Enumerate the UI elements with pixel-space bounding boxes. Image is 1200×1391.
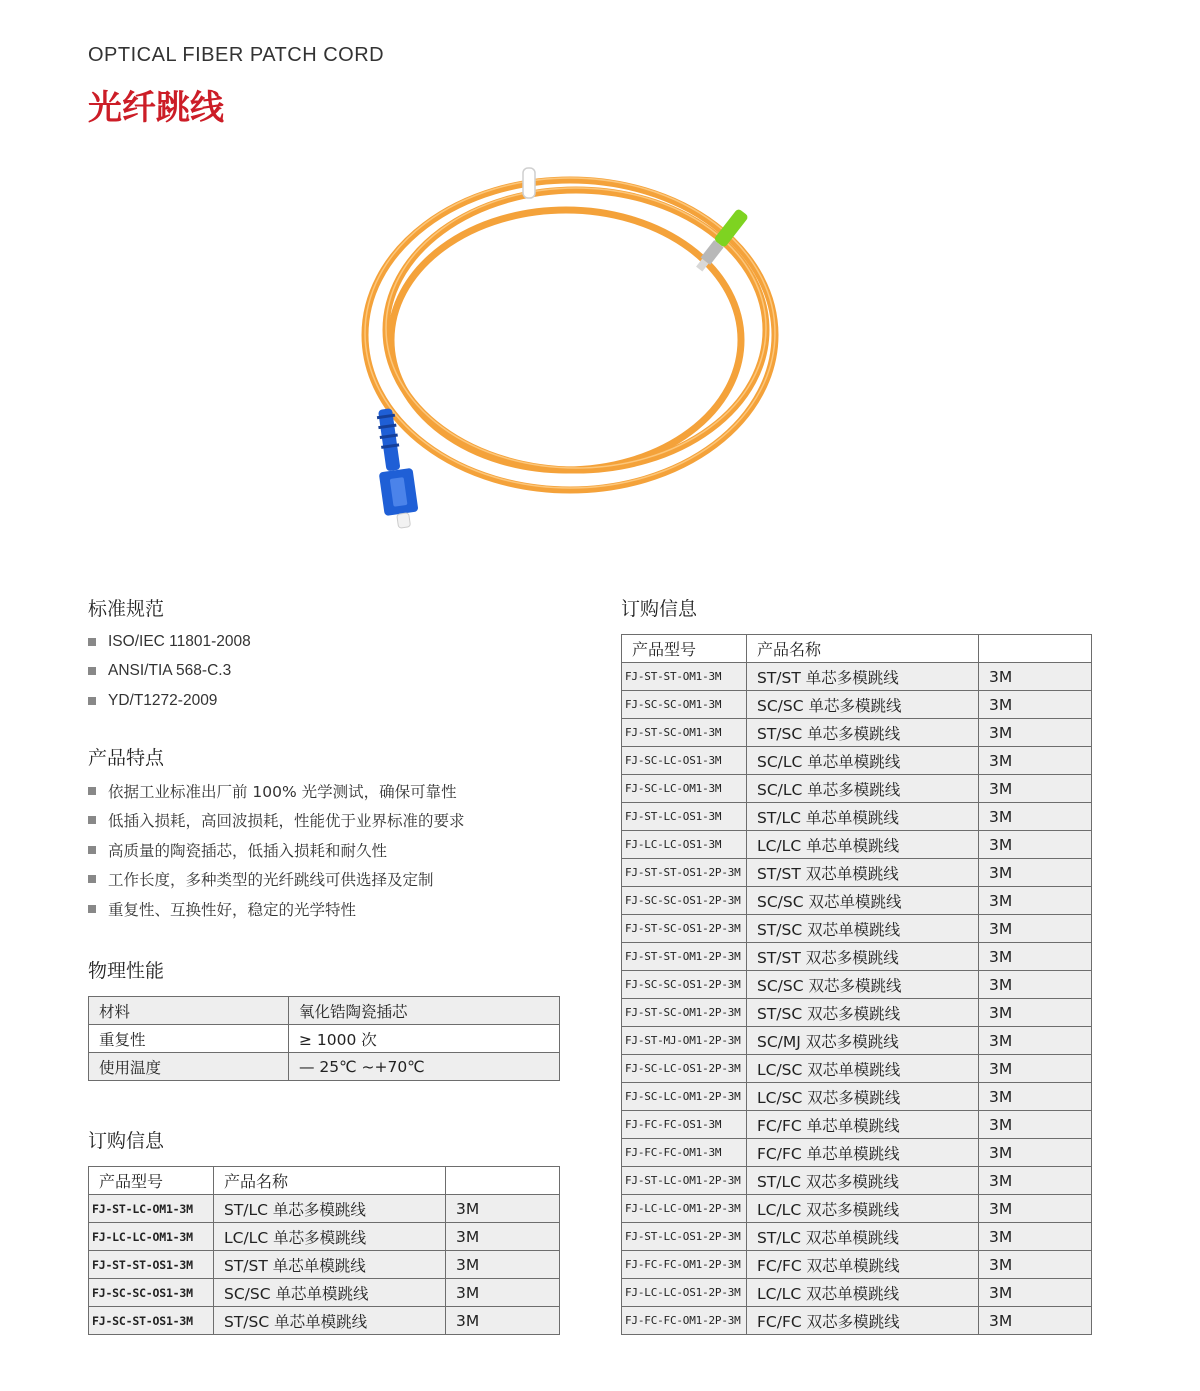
table-row <box>622 915 1092 943</box>
physical-value: 氧化锆陶瓷插芯 <box>289 997 560 1025</box>
product-name-cell: ST/ST 双芯多模跳线 <box>747 943 979 971</box>
product-model-cell: FJ-ST-SC-OM1-3M <box>622 719 747 747</box>
product-model-cell: FJ-SC-LC-OM1-2P-3M <box>622 1083 747 1111</box>
square-bullet-icon <box>88 697 96 705</box>
product-model-cell: FJ-ST-ST-OM1-3M <box>622 663 747 691</box>
fiber-patch-cord-illustration <box>340 160 820 550</box>
feature-item: 高质量的陶瓷插芯，低插入损耗和耐久性 <box>88 835 465 865</box>
table-row <box>89 1279 560 1307</box>
product-name-cell: SC/MJ 双芯多模跳线 <box>747 1027 979 1055</box>
square-bullet-icon <box>88 846 96 854</box>
length-cell: 3M <box>979 1139 1092 1167</box>
length-cell: 3M <box>979 1167 1092 1195</box>
length-cell: 3M <box>446 1279 560 1307</box>
features-heading: 产品特点 <box>88 747 165 769</box>
table-row <box>89 1223 560 1251</box>
product-name-cell: ST/LC 单芯多模跳线 <box>214 1195 446 1223</box>
patch-cord-svg <box>340 160 820 550</box>
product-name-cell: ST/SC 双芯单模跳线 <box>747 915 979 943</box>
length-cell: 3M <box>979 943 1092 971</box>
table-row <box>89 1025 560 1053</box>
product-model-cell: FJ-LC-LC-OS1-3M <box>622 831 747 859</box>
product-name-cell: SC/LC 单芯单模跳线 <box>747 747 979 775</box>
length-cell: 3M <box>979 691 1092 719</box>
length-cell: 3M <box>979 719 1092 747</box>
product-name-cell: LC/SC 双芯多模跳线 <box>747 1083 979 1111</box>
product-name-cell: ST/SC 双芯多模跳线 <box>747 999 979 1027</box>
length-cell: 3M <box>979 915 1092 943</box>
product-name-cell: ST/LC 单芯单模跳线 <box>747 803 979 831</box>
table-row <box>89 1251 560 1279</box>
length-cell: 3M <box>446 1195 560 1223</box>
table-row <box>622 803 1092 831</box>
physical-table <box>88 996 560 1081</box>
table-row <box>622 1307 1092 1335</box>
product-model-cell: FJ-SC-LC-OS1-2P-3M <box>622 1055 747 1083</box>
table-row <box>622 971 1092 999</box>
product-model-cell: FJ-ST-LC-OM1-2P-3M <box>622 1167 747 1195</box>
column-header: 产品型号 <box>89 1167 214 1195</box>
table-row <box>622 1223 1092 1251</box>
table-row <box>622 775 1092 803</box>
cable-loop-3 <box>391 210 741 470</box>
length-cell: 3M <box>979 1111 1092 1139</box>
table-header-row <box>622 635 1092 663</box>
table-row <box>622 663 1092 691</box>
physical-label: 使用温度 <box>89 1053 289 1081</box>
standard-item: ANSI/TIA 568-C.3 <box>88 657 251 687</box>
order-table-right <box>621 634 1092 1335</box>
product-name-cell: ST/SC 单芯多模跳线 <box>747 719 979 747</box>
product-model-cell: FJ-SC-LC-OM1-3M <box>622 775 747 803</box>
product-name-cell: ST/SC 单芯单模跳线 <box>214 1307 446 1335</box>
product-name-cell: SC/SC 单芯单模跳线 <box>214 1279 446 1307</box>
table-row <box>89 1053 560 1081</box>
order-right-heading: 订购信息 <box>621 598 698 620</box>
physical-heading: 物理性能 <box>88 960 165 982</box>
page-title-en: OPTICAL FIBER PATCH CORD <box>88 44 385 66</box>
product-name-cell: LC/SC 双芯单模跳线 <box>747 1055 979 1083</box>
physical-label: 材料 <box>89 997 289 1025</box>
table-row <box>622 747 1092 775</box>
product-name-cell: ST/ST 单芯多模跳线 <box>747 663 979 691</box>
features-list <box>88 776 465 924</box>
length-cell: 3M <box>979 663 1092 691</box>
product-model-cell: FJ-ST-SC-OM1-2P-3M <box>622 999 747 1027</box>
sc-connector-icon <box>370 406 420 530</box>
length-cell: 3M <box>979 1307 1092 1335</box>
product-name-cell: ST/LC 双芯单模跳线 <box>747 1223 979 1251</box>
length-cell: 3M <box>979 1083 1092 1111</box>
square-bullet-icon <box>88 638 96 646</box>
table-row <box>622 1055 1092 1083</box>
table-row <box>622 719 1092 747</box>
table-row <box>622 1111 1092 1139</box>
table-row <box>622 1139 1092 1167</box>
column-header: 产品型号 <box>622 635 747 663</box>
table-row <box>622 1083 1092 1111</box>
standard-item: ISO/IEC 11801-2008 <box>88 627 251 657</box>
page-title-cn: 光纤跳线 <box>88 88 224 128</box>
standards-list <box>88 627 251 716</box>
length-cell: 3M <box>979 775 1092 803</box>
length-cell: 3M <box>979 1195 1092 1223</box>
product-model-cell: FJ-LC-LC-OM1-2P-3M <box>622 1195 747 1223</box>
table-row <box>622 1195 1092 1223</box>
table-row <box>622 1251 1092 1279</box>
column-header <box>979 635 1092 663</box>
physical-value: ≥ 1000 次 <box>289 1025 560 1053</box>
table-row <box>89 1307 560 1335</box>
length-cell: 3M <box>446 1307 560 1335</box>
product-model-cell: FJ-ST-LC-OS1-2P-3M <box>622 1223 747 1251</box>
product-name-cell: SC/SC 单芯多模跳线 <box>747 691 979 719</box>
table-row <box>622 999 1092 1027</box>
length-cell: 3M <box>979 1279 1092 1307</box>
product-model-cell: FJ-LC-LC-OM1-3M <box>89 1223 214 1251</box>
cable-tie-icon <box>523 168 535 198</box>
table-row <box>622 1027 1092 1055</box>
table-row <box>622 943 1092 971</box>
product-name-cell: LC/LC 双芯单模跳线 <box>747 1279 979 1307</box>
length-cell: 3M <box>979 747 1092 775</box>
table-row <box>89 997 560 1025</box>
square-bullet-icon <box>88 667 96 675</box>
product-model-cell: FJ-ST-ST-OS1-2P-3M <box>622 859 747 887</box>
product-name-cell: LC/LC 单芯多模跳线 <box>214 1223 446 1251</box>
table-row <box>89 1195 560 1223</box>
order-left-heading: 订购信息 <box>88 1130 165 1152</box>
feature-item: 工作长度，多种类型的光纤跳线可供选择及定制 <box>88 865 465 895</box>
length-cell: 3M <box>979 1251 1092 1279</box>
length-cell: 3M <box>979 1027 1092 1055</box>
column-header: 产品名称 <box>214 1167 446 1195</box>
table-row <box>622 1279 1092 1307</box>
product-name-cell: SC/SC 双芯多模跳线 <box>747 971 979 999</box>
product-name-cell: SC/SC 双芯单模跳线 <box>747 887 979 915</box>
order-table-left <box>88 1166 560 1335</box>
length-cell: 3M <box>446 1251 560 1279</box>
square-bullet-icon <box>88 875 96 883</box>
product-model-cell: FJ-LC-LC-OS1-2P-3M <box>622 1279 747 1307</box>
product-name-cell: FC/FC 双芯单模跳线 <box>747 1251 979 1279</box>
physical-value: — 25℃ ~+70℃ <box>289 1053 560 1081</box>
product-name-cell: ST/ST 双芯单模跳线 <box>747 859 979 887</box>
product-name-cell: FC/FC 双芯多模跳线 <box>747 1307 979 1335</box>
table-row <box>622 1167 1092 1195</box>
product-model-cell: FJ-FC-FC-OM1-2P-3M <box>622 1307 747 1335</box>
product-model-cell: FJ-ST-SC-OS1-2P-3M <box>622 915 747 943</box>
product-name-cell: ST/LC 双芯多模跳线 <box>747 1167 979 1195</box>
table-row <box>622 859 1092 887</box>
table-row <box>622 691 1092 719</box>
feature-item: 依据工业标准出厂前 100% 光学测试，确保可靠性 <box>88 776 465 806</box>
product-name-cell: FC/FC 单芯单模跳线 <box>747 1139 979 1167</box>
length-cell: 3M <box>979 887 1092 915</box>
product-name-cell: LC/LC 双芯多模跳线 <box>747 1195 979 1223</box>
product-model-cell: FJ-FC-FC-OS1-3M <box>622 1111 747 1139</box>
product-model-cell: FJ-FC-FC-OM1-2P-3M <box>622 1251 747 1279</box>
product-model-cell: FJ-SC-LC-OS1-3M <box>622 747 747 775</box>
table-row <box>622 887 1092 915</box>
product-model-cell: FJ-ST-LC-OM1-3M <box>89 1195 214 1223</box>
product-model-cell: FJ-ST-ST-OM1-2P-3M <box>622 943 747 971</box>
length-cell: 3M <box>979 803 1092 831</box>
square-bullet-icon <box>88 905 96 913</box>
standard-item: YD/T1272-2009 <box>88 686 251 716</box>
product-name-cell: ST/ST 单芯单模跳线 <box>214 1251 446 1279</box>
feature-item: 低插入损耗，高回波损耗，性能优于业界标准的要求 <box>88 806 465 836</box>
column-header: 产品名称 <box>747 635 979 663</box>
standards-heading: 标准规范 <box>88 598 165 620</box>
physical-label: 重复性 <box>89 1025 289 1053</box>
length-cell: 3M <box>979 859 1092 887</box>
square-bullet-icon <box>88 787 96 795</box>
product-model-cell: FJ-ST-MJ-OM1-2P-3M <box>622 1027 747 1055</box>
column-header <box>446 1167 560 1195</box>
length-cell: 3M <box>979 831 1092 859</box>
product-name-cell: FC/FC 单芯单模跳线 <box>747 1111 979 1139</box>
product-model-cell: FJ-SC-SC-OS1-3M <box>89 1279 214 1307</box>
length-cell: 3M <box>979 971 1092 999</box>
square-bullet-icon <box>88 816 96 824</box>
table-row <box>622 831 1092 859</box>
product-name-cell: SC/LC 单芯多模跳线 <box>747 775 979 803</box>
table-header-row <box>89 1167 560 1195</box>
length-cell: 3M <box>446 1223 560 1251</box>
product-name-cell: LC/LC 单芯单模跳线 <box>747 831 979 859</box>
product-model-cell: FJ-SC-SC-OS1-2P-3M <box>622 887 747 915</box>
length-cell: 3M <box>979 1223 1092 1251</box>
feature-item: 重复性、互换性好，稳定的光学特性 <box>88 894 465 924</box>
product-model-cell: FJ-SC-ST-OS1-3M <box>89 1307 214 1335</box>
length-cell: 3M <box>979 999 1092 1027</box>
product-model-cell: FJ-ST-LC-OS1-3M <box>622 803 747 831</box>
product-model-cell: FJ-SC-SC-OS1-2P-3M <box>622 971 747 999</box>
product-model-cell: FJ-ST-ST-OS1-3M <box>89 1251 214 1279</box>
product-model-cell: FJ-FC-FC-OM1-3M <box>622 1139 747 1167</box>
product-model-cell: FJ-SC-SC-OM1-3M <box>622 691 747 719</box>
length-cell: 3M <box>979 1055 1092 1083</box>
